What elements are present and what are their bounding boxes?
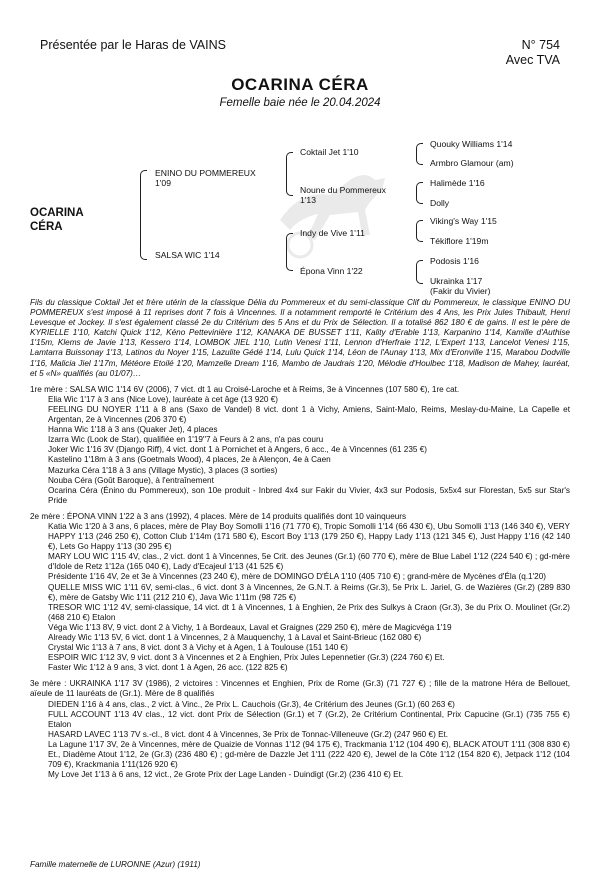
list-item: FULL ACCOUNT 1'13 4V clas., 12 vict. dont Prix de Sélection (Gr.1) et 7 (Gr.2), 2e Critérium Continental, Prix Capucine (Gr.1) (735 755 €) Etalon xyxy=(48,709,570,729)
presenter-line: Présentée par le Haras de VAINS xyxy=(40,38,226,52)
list-item: Ocarina Céra (Énino du Pommereux), son 10e produit - Inbred 4x4 sur Fakir du Vivier, 4x3 sur Podosis, 5x5x4 sur Florestan, 5x5 sur Star's Pride xyxy=(48,485,570,505)
list-item: Crystal Wic 1'13 à 7 ans, 8 vict. dont 3 à Vichy et à Agen, 1 à Toulouse (151 140 €) xyxy=(48,643,348,653)
first-dam-heading: 1re mère : SALSA WIC 1'14 6V (2006), 7 vict. dt 1 au Croisé-Laroche et à Reims, 3e à Vincennes (107 580 €), 1re cat. xyxy=(30,384,460,394)
pedigree-brace-ds xyxy=(416,220,423,242)
pedigree-sss: Quouky Williams 1'14 xyxy=(430,139,513,149)
catalogue-body xyxy=(30,298,570,780)
horse-title: OCARINA CÉRA xyxy=(231,75,369,94)
lot-number: N° 754 xyxy=(521,38,560,52)
list-item: Mazurka Céra 1'18 à 3 ans (Village Mystic), 3 places (3 sorties) xyxy=(48,465,278,475)
list-item: Joker Wic 1'16 3V (Django Riff), 4 vict. dont 1 à Pornichet et à Angers, 6 acc., 4e à Vincennes (61 235 €) xyxy=(48,445,428,455)
list-item: Nouba Céra (Goût Baroque), à l'entraînement xyxy=(48,475,214,485)
pedigree-dsd: Tékiflore 1'19m xyxy=(430,236,489,246)
list-item: Already Wic 1'13 5V, 6 vict. dont 1 à Vincennes, 2 à Mauquenchy, 1 à Laval et Saint-Brieuc (162 080 €) xyxy=(48,633,422,642)
pedigree-brace-sire xyxy=(286,152,293,196)
pedigree-dss: Viking's Way 1'15 xyxy=(430,216,497,226)
third-dam-heading: 3e mère : UKRAINKA 1'17 3V (1986), 2 victoires : Vincennes et Enghien, Prix de Rome (Gr.3) (71 727 €) ; fille de la matrone Héra de Bellouet, aïeule de 11 lauréats de (Gr.1). Mère de 8 qualifiés xyxy=(30,679,570,699)
second-dam-heading: 2e mère : ÉPONA VINN 1'22 à 3 ans (1992), 4 places. Mère de 14 produits qualifiés dont 10 vainqueurs xyxy=(30,511,407,521)
pedigree-dam-sire: Indy de Vive 1'11 xyxy=(300,228,365,238)
pedigree-brace-dam xyxy=(286,233,293,271)
list-item: MARY LOU WIC 1'15 4V, clas., 2 vict. dont 1 à Vincennes, 5e Crit. des Jeunes (Gr.1) (60 770 €), mère de Blue Label 1'12 (224 540 €) ; gd-mère d'Idole de Retz 1'12a (165 040 €), Lady d'Ecajeul 1'13 (41 525 €) xyxy=(48,552,570,572)
pedigree-ssd: Armbro Glamour (am) xyxy=(430,158,514,168)
pedigree-brace-ss xyxy=(416,143,423,165)
list-item: DIEDEN 1'16 à 4 ans, clas., 2 vict. à Vinc., 2e Prix L. Cauchois (Gr.3), 4e Critérium des Jeunes (Gr.1) (60 263 €) xyxy=(48,699,455,709)
pedigree-brace-sd xyxy=(416,182,423,204)
list-item: Hanna Wic 1'18 à 3 ans (Quaker Jet), 4 places xyxy=(48,425,218,435)
pedigree-dds: Podosis 1'16 xyxy=(430,256,479,266)
tva-label: Avec TVA xyxy=(505,53,560,67)
pedigree-dam: SALSA WIC 1'14 xyxy=(155,250,220,260)
sire-intro: Fils du classique Coktail Jet et frère utérin de la classique Délia du Pommereux et du semi-classique Clif du Pommereux, le classique ENINO DU POMMEREUX s'est imposé à 11 reprises dont 7 fois à Vincennes. Il a notamment remporté le Critérium des 4 Ans, les Prix Jules Thibault, Henri Levesque et Jockey. Il s'est également classé 2e du Critérium des 5 Ans et du Prix de Sélection. Il a totalisé 862 180 € de gains. Il est le père de KYRIELLE 1'10, Katchi Quick 1'12, Kéno Pettevinière 1'12, KANAKA DE BUSSET 1'11, Kality d'Erable 1'13, Karpanino 1'14, Kamille d'Authise 1'15m, Klems de Javie 1'13, Kessero 1'14, LOMBOK JIEL 1'10, Lutin Venesi 1'11, Lennon d'Herfraie 1'12, L'Expert 1'13, Lancelot Venesi 1'15, Lamtarra Buissonay 1'13, Latinos du Noyer 1'15, Lazulite Gédé 1'14, Lulu Quick 1'14, Léon de l'Aunay 1'13, Mix d'Eronville 1'15, Marabou Dodville 1'16, Malicia Jiel 1'17m, Météore Etoilé 1'20, Mamzelle Dream 1'16, Mambo de Jaudrais 1'20, Mélodie d'Houlbec 1'18, Madison de Mahey, lauréat, et 5 «N» qualifiés (au 01/07)… xyxy=(30,298,570,378)
horse-description: Femelle baie née le 20.04.2024 xyxy=(219,97,381,109)
list-item: Véga Wic 1'13 8V, 9 vict. dont 2 à Vichy, 1 à Bordeaux, Laval et Graignes (229 250 €), mère de Magicvéga 1'19 xyxy=(48,622,452,632)
pedigree-sire-dam: Noune du Pommereux 1'13 xyxy=(300,185,386,205)
pedigree-sire: ENINO DU POMMEREUX 1'09 xyxy=(155,168,256,188)
pedigree-dam-dam: Épona Vinn 1'22 xyxy=(300,266,363,276)
list-item: FEELING DU NOYER 1'11 à 8 ans (Saxo de Vandel) 8 vict. dont 1 à Vichy, Amiens, Saint-Malo, Reims, Meslay-du-Maine, La Capelle et Argentan, 2e à Vincennes (206 370 €) xyxy=(48,404,570,425)
pedigree-brace-dd xyxy=(416,260,423,284)
list-item: Izarra Wic (Look de Star), qualifiée en 1'19''7 à Feurs à 2 ans, n'a pas couru xyxy=(48,435,324,445)
pedigree-sire-sire: Coktail Jet 1'10 xyxy=(300,147,359,157)
list-item: QUELLE MISS WIC 1'11 6V, semi-clas., 6 vict. dont 3 à Vincennes, 2e G.N.T. à Reims (Gr.3), 5e Prix L. Jariel, G. de Wazières (Gr.2) (289 830 €), mère de Gatsby Wic 1'11 (212 210 €), Java Wic 1'11m (98 725 €) xyxy=(48,582,570,602)
list-item: Faster Wic 1'12 à 9 ans, 3 vict. dont 1 à Agen, 26 acc. (122 825 €) xyxy=(48,663,288,673)
pedigree-brace-main xyxy=(140,170,147,260)
list-item: Kastelino 1'18m à 3 ans (Goetmals Wood), 4 places, 2e à Alençon, 4e à Caen xyxy=(48,455,331,465)
list-item: My Love Jet 1'13 à 6 ans, 12 vict., 2e Grote Prix der Lage Landen - Duindigt (Gr.2) (236 410 €) Et. xyxy=(48,770,404,780)
second-dam-section xyxy=(30,512,570,674)
first-dam-section xyxy=(30,385,570,506)
list-item: ESPOIR WIC 1'12 3V, 9 vict. dont 3 à Vincennes et 2 à Enghien, Prix Jules Lepennetier (Gr.3) (224 760 €) Et. xyxy=(48,653,445,663)
list-item: Présidente 1'16 4V, 2e et 3e à Vincennes (23 240 €), mère de DOMINGO D'ÉLA 1'10 (405 710 €) ; grand-mère de Mycènes d'Éla (q.1'20) xyxy=(48,572,546,582)
list-item: La Lagune 1'17 3V, 2e à Vincennes, mère de Quaizie de Vonnas 1'12 (94 175 €), Trackmania 1'12 (104 490 €), BLACK ATOUT 1'11 (308 830 €) Et., Diadème Atout 1'12, 2e (Gr.3) (236 480 €) ; gd-mère de Dazzle Jet 1'11 (222 420 €), Jewel de la Côte 1'12 (154 820 €), Jetpack 1'12 (104 709 €), Krackmania 1'11(126 920 €) xyxy=(48,739,570,770)
maternal-family-note: Famille maternelle de LURONNE (Azur) (1911) xyxy=(30,860,201,869)
list-item: HASARD LAVEC 1'13 7V s.-cl., 8 vict. dont 4 à Vincennes, 3e Prix de Tonnac-Villeneuve (Gr.2) (247 960 €) Et. xyxy=(48,729,449,739)
pedigree-horse-name: OCARINA CÉRA xyxy=(30,207,84,233)
list-item: Katia Wic 1'20 à 3 ans, 6 places, mère de Play Boy Somolli 1'16 (71 770 €), Tropic Somolli 1'14 (66 430 €), Ubu Somolli 1'13 (146 340 €), VERY HAPPY 1'13 (246 250 €), Cotton Club 1'14m (171 580 €), Escort Boy 1'13 (179 250 €), Happy Lady 1'13 (121 345 €), Just Happy 1'16 (42 140 €), Lets Go Happy 1'13 (30 295 €) xyxy=(48,521,570,552)
third-dam-section xyxy=(30,679,570,780)
lot-info xyxy=(506,38,560,68)
pedigree-sdd: Dolly xyxy=(430,198,450,208)
list-item: Elia Wic 1'17 à 3 ans (Nice Love), lauréate à cet âge (13 920 €) xyxy=(48,394,279,404)
pedigree-ddd: Ukrainka 1'17 (Fakir du Vivier) xyxy=(430,276,491,296)
pedigree-sds: Halimède 1'16 xyxy=(430,178,485,188)
list-item: TRESOR WIC 1'12 4V, semi-classique, 14 vict. dt 1 à Vincennes, 1 à Enghien, 2e Prix des Sulkys à Craon (Gr.3), 3e du Prix O. Moulinet (Gr.2) (468 210 €) Etalon xyxy=(48,602,570,622)
